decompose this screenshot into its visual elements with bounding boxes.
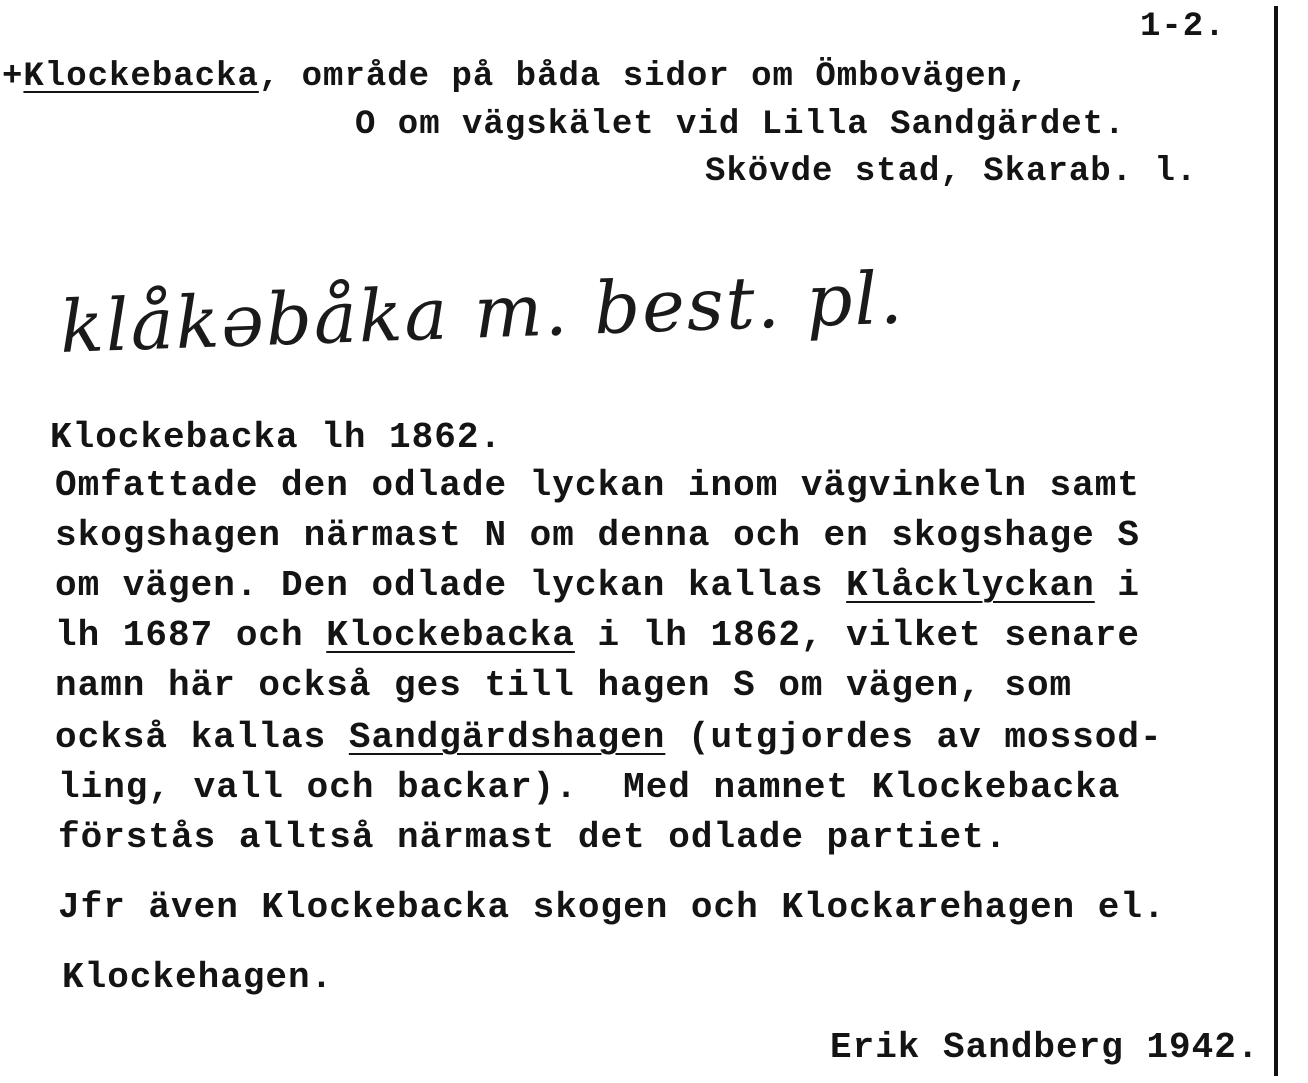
- card-number: 1-2.: [1140, 8, 1226, 46]
- body-line-1: Klockebacka lh 1862.: [50, 417, 503, 458]
- reference-line-1: Jfr även Klockebacka skogen och Klockarehagen el.: [58, 887, 1166, 928]
- header-description: , område på båda sidor om Ömbovägen,: [258, 58, 1030, 96]
- header-line-1: [2, 60, 1029, 94]
- body-line-7: [55, 717, 1163, 758]
- underlined-name-klockebacka: Klockebacka: [326, 615, 575, 656]
- body-line-5-text: lh 1687 och: [55, 615, 327, 656]
- body-line-7-end: (utgjordes av mossod-: [665, 717, 1163, 758]
- body-line-2: Omfattade den odlade lyckan inom vägvinkeln samt: [55, 465, 1140, 506]
- body-line-4-end: i: [1094, 565, 1140, 606]
- header-line-2: O om vägskälet vid Lilla Sandgärdet.: [355, 106, 1126, 144]
- body-line-4: [55, 565, 1140, 606]
- header-mark: +: [2, 58, 24, 96]
- reference-line-2: Klockehagen.: [62, 957, 334, 998]
- signature: Erik Sandberg 1942.: [830, 1027, 1260, 1068]
- body-line-9: förstås alltså närmast det odlade partiet.: [58, 817, 1008, 858]
- header-place-name: Klockebacka: [23, 58, 259, 96]
- underlined-name-sandgardshagen: Sandgärdshagen: [348, 717, 666, 758]
- body-line-5: [55, 615, 1140, 656]
- header-line-3: Skövde stad, Skarab. l.: [705, 153, 1198, 191]
- body-line-8: ling, vall och backar). Med namnet Klockebacka: [58, 767, 1121, 808]
- body-line-6: namn här också ges till hagen S om vägen, som: [55, 665, 1073, 706]
- body-line-4-text: om vägen. Den odlade lyckan kallas: [55, 565, 847, 606]
- body-line-3: skogshagen närmast N om denna och en skogshage S: [55, 515, 1140, 556]
- handwritten-pronunciation: klåkəbåka m. best. pl.: [58, 255, 906, 369]
- card-edge-line: [1274, 6, 1278, 1076]
- body-line-7-text: också kallas: [55, 717, 349, 758]
- body-line-5-end: i lh 1862, vilket senare: [574, 615, 1140, 656]
- underlined-name-klacklyckan: Klåcklyckan: [846, 565, 1095, 606]
